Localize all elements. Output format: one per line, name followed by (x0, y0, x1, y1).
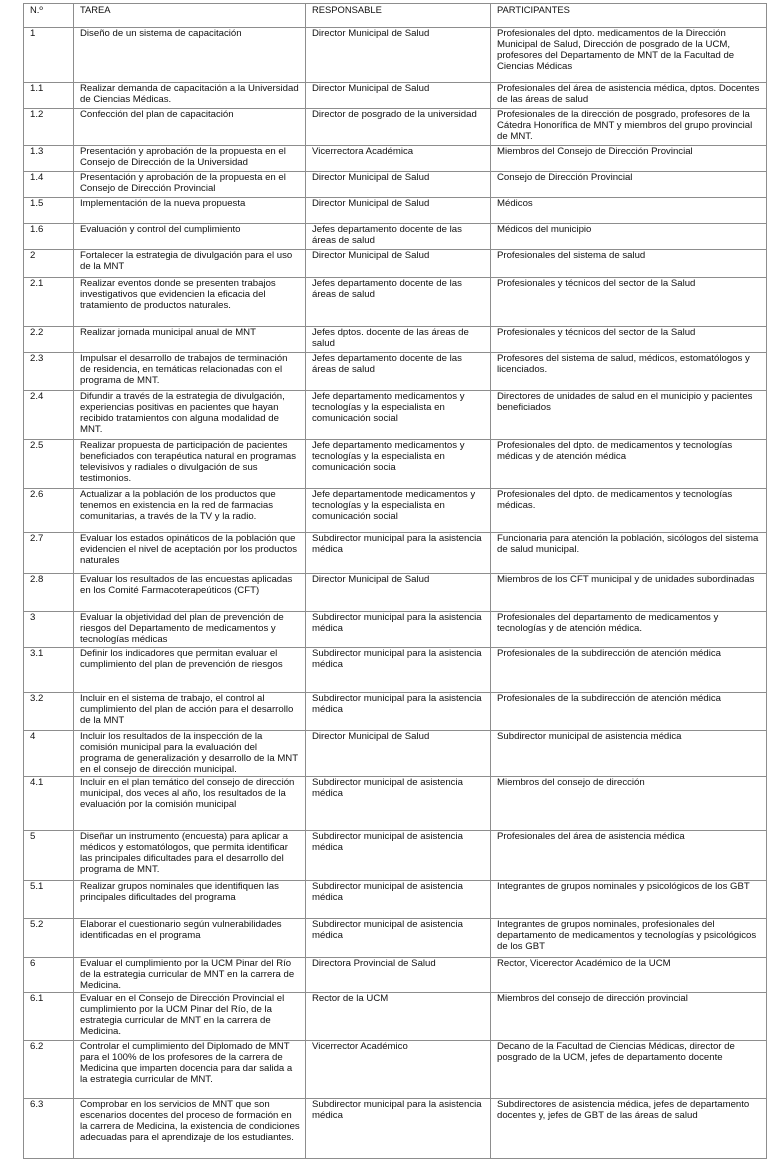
cell-participants: Profesionales del sistema de salud (491, 250, 767, 278)
cell-task: Presentación y aprobación de la propuesta en el Consejo de Dirección Provincial (74, 172, 306, 198)
cell-number: 2.7 (24, 533, 74, 574)
table-row (24, 224, 767, 250)
cell-participants: Profesionales del área de asistencia médica, dptos. Docentes de las áreas de salud (491, 83, 767, 109)
cell-responsible: Director Municipal de Salud (306, 28, 491, 83)
table-row (24, 146, 767, 172)
cell-number: 3 (24, 612, 74, 648)
cell-responsible: Vicerrectora Académica (306, 146, 491, 172)
cell-responsible: Jefes departamento docente de las áreas de salud (306, 224, 491, 250)
cell-participants: Miembros del consejo de dirección (491, 777, 767, 831)
cell-number: 5.2 (24, 919, 74, 958)
header-task: TAREA (74, 4, 306, 28)
cell-task: Actualizar a la población de los productos que tenemos en existencia en la red de farmacias comunitarias, a través de la TV y la radio. (74, 489, 306, 533)
cell-task: Incluir en el plan temático del consejo de dirección municipal, dos veces al año, los resultados de la evaluación por la comisión municipal (74, 777, 306, 831)
table-row (24, 83, 767, 109)
cell-responsible: Director Municipal de Salud (306, 731, 491, 777)
cell-task: Realizar grupos nominales que identifiquen las principales dificultades del programa (74, 881, 306, 919)
cell-responsible: Jefe departamentode medicamentos y tecnologías y la especialista en comunicación social (306, 489, 491, 533)
table-row (24, 777, 767, 831)
cell-number: 1.2 (24, 109, 74, 146)
cell-responsible: Subdirector municipal de asistencia médica (306, 881, 491, 919)
cell-participants: Consejo de Dirección Provincial (491, 172, 767, 198)
cell-number: 1.6 (24, 224, 74, 250)
cell-responsible: Director Municipal de Salud (306, 83, 491, 109)
table-row (24, 353, 767, 391)
table-header-row (24, 4, 767, 28)
table-row (24, 1099, 767, 1159)
table-row (24, 831, 767, 881)
cell-participants: Profesionales de la subdirección de atención médica (491, 648, 767, 693)
cell-participants: Profesionales y técnicos del sector de la Salud (491, 278, 767, 327)
cell-responsible: Subdirector municipal de asistencia médica (306, 919, 491, 958)
cell-participants: Profesionales del dpto. de medicamentos y tecnologías médicas. (491, 489, 767, 533)
cell-task: Realizar eventos donde se presenten trabajos investigativos que evidencien la eficacia del tratamiento de productos naturales. (74, 278, 306, 327)
cell-responsible: Subdirector municipal para la asistencia médica (306, 612, 491, 648)
cell-task: Implementación de la nueva propuesta (74, 198, 306, 224)
cell-responsible: Director de posgrado de la universidad (306, 109, 491, 146)
table-row (24, 172, 767, 198)
cell-participants: Médicos (491, 198, 767, 224)
cell-number: 4 (24, 731, 74, 777)
cell-responsible: Directora Provincial de Salud (306, 958, 491, 993)
cell-responsible: Jefes departamento docente de las áreas de salud (306, 353, 491, 391)
cell-participants: Profesionales del dpto. de medicamentos y tecnologías médicas y de atención médica (491, 440, 767, 489)
cell-task: Evaluar la objetividad del plan de prevención de riesgos del Departamento de medicamentos y tecnologías médicas (74, 612, 306, 648)
table-row (24, 533, 767, 574)
cell-number: 2.2 (24, 327, 74, 353)
cell-participants: Miembros del Consejo de Dirección Provincial (491, 146, 767, 172)
cell-responsible: Director Municipal de Salud (306, 574, 491, 612)
table-row (24, 574, 767, 612)
cell-task: Realizar propuesta de participación de pacientes beneficiados con terapéutica natural en programas televisivos y radiales o divulgación de sus testimonios. (74, 440, 306, 489)
cell-task: Definir los indicadores que permitan evaluar el cumplimiento del plan de prevención de riesgos (74, 648, 306, 693)
cell-task: Diseño de un sistema de capacitación (74, 28, 306, 83)
cell-participants: Profesionales del departamento de medicamentos y tecnologías y de atención médica. (491, 612, 767, 648)
cell-number: 2.5 (24, 440, 74, 489)
table-row (24, 612, 767, 648)
cell-task: Evaluar los resultados de las encuestas aplicadas en los Comité Farmacoterapeúticos (CFT) (74, 574, 306, 612)
cell-responsible: Jefes dptos. docente de las áreas de salud (306, 327, 491, 353)
cell-task: Evaluar el cumplimiento por la UCM Pinar del Río de la estrategia curricular de MNT en la carrera de Medicina. (74, 958, 306, 993)
cell-responsible: Director Municipal de Salud (306, 198, 491, 224)
cell-participants: Profesores del sistema de salud, médicos, estomatólogos y licenciados. (491, 353, 767, 391)
cell-number: 1.5 (24, 198, 74, 224)
cell-responsible: Jefe departamento medicamentos y tecnologías y la especialista en comunicación socia (306, 440, 491, 489)
cell-task: Realizar jornada municipal anual de MNT (74, 327, 306, 353)
cell-number: 2 (24, 250, 74, 278)
cell-task: Incluir en el sistema de trabajo, el control al cumplimiento del plan de acción para el desarrollo de la MNT (74, 693, 306, 731)
document-page (23, 3, 766, 1159)
cell-number: 1.1 (24, 83, 74, 109)
cell-responsible: Subdirector municipal para la asistencia médica (306, 533, 491, 574)
cell-number: 2.4 (24, 391, 74, 440)
table-row (24, 327, 767, 353)
cell-number: 5 (24, 831, 74, 881)
table-row (24, 28, 767, 83)
cell-participants: Profesionales de la dirección de posgrado, profesores de la Cátedra Honorífica de MNT y miembros del grupo provincial de MNT. (491, 109, 767, 146)
table-row (24, 919, 767, 958)
cell-task: Elaborar el cuestionario según vulnerabilidades identificadas en el programa (74, 919, 306, 958)
cell-participants: Rector, Vicerector Académico de la UCM (491, 958, 767, 993)
table-row (24, 958, 767, 993)
table-row (24, 109, 767, 146)
cell-number: 5.1 (24, 881, 74, 919)
cell-participants: Miembros de los CFT municipal y de unidades subordinadas (491, 574, 767, 612)
cell-participants: Subdirector municipal de asistencia médica (491, 731, 767, 777)
cell-task: Fortalecer la estrategia de divulgación para el uso de la MNT (74, 250, 306, 278)
cell-number: 1 (24, 28, 74, 83)
cell-responsible: Subdirector municipal para la asistencia médica (306, 693, 491, 731)
cell-responsible: Subdirector municipal para la asistencia médica (306, 648, 491, 693)
cell-participants: Médicos del municipio (491, 224, 767, 250)
cell-task: Realizar demanda de capacitación a la Universidad de Ciencias Médicas. (74, 83, 306, 109)
cell-number: 6.2 (24, 1041, 74, 1099)
cell-responsible: Director Municipal de Salud (306, 250, 491, 278)
cell-responsible: Subdirector municipal de asistencia médica (306, 777, 491, 831)
table-row (24, 198, 767, 224)
cell-task: Comprobar en los servicios de MNT que son escenarios docentes del proceso de formación en la carrera de Medicina, la existencia de condiciones adecuadas para el aprendizaje de los estudiantes. (74, 1099, 306, 1159)
cell-task: Evaluar en el Consejo de Dirección Provincial el cumplimiento por la UCM Pinar del Río, de la estrategia curricular de MNT en la carrera de Medicina. (74, 993, 306, 1041)
table-row (24, 440, 767, 489)
cell-number: 1.4 (24, 172, 74, 198)
cell-responsible: Rector de la UCM (306, 993, 491, 1041)
table-row (24, 1041, 767, 1099)
table-row (24, 693, 767, 731)
header-responsible: RESPONSABLE (306, 4, 491, 28)
cell-task: Confección del plan de capacitación (74, 109, 306, 146)
cell-participants: Miembros del consejo de dirección provincial (491, 993, 767, 1041)
cell-participants: Integrantes de grupos nominales, profesionales del departamento de medicamentos y tecnologías y psicológicos de los GBT (491, 919, 767, 958)
cell-task: Presentación y aprobación de la propuesta en el Consejo de Dirección de la Universidad (74, 146, 306, 172)
cell-task: Difundir a través de la estrategia de divulgación, experiencias positivas en pacientes que hayan recibido tratamientos con alguna modalidad de MNT. (74, 391, 306, 440)
cell-number: 6 (24, 958, 74, 993)
cell-responsible: Vicerrector Académico (306, 1041, 491, 1099)
table-row (24, 278, 767, 327)
cell-responsible: Subdirector municipal para la asistencia médica (306, 1099, 491, 1159)
cell-participants: Profesionales del área de asistencia médica (491, 831, 767, 881)
cell-participants: Decano de la Facultad de Ciencias Médicas, director de posgrado de la UCM, jefes de departamento docente (491, 1041, 767, 1099)
cell-participants: Profesionales del dpto. medicamentos de la Dirección Municipal de Salud, Dirección de posgrado de la UCM, profesores del Departamento de MNT de la Facultad de Ciencias Médicas (491, 28, 767, 83)
header-participants: PARTICIPANTES (491, 4, 767, 28)
cell-responsible: Jefes departamento docente de las áreas de salud (306, 278, 491, 327)
table-row (24, 489, 767, 533)
cell-task: Incluir los resultados de la inspección de la comisión municipal para la evaluación del programa de generalización y desarrollo de la MNT en el consejo de dirección municipal. (74, 731, 306, 777)
table-row (24, 648, 767, 693)
cell-participants: Funcionaria para atención la población, sicólogos del sistema de salud municipal. (491, 533, 767, 574)
cell-number: 3.2 (24, 693, 74, 731)
cell-number: 2.8 (24, 574, 74, 612)
cell-task: Diseñar un instrumento (encuesta) para aplicar a médicos y estomatólogos, que permita identificar las principales dificultades para el desarrollo del programa de MNT. (74, 831, 306, 881)
cell-number: 2.3 (24, 353, 74, 391)
cell-responsible: Subdirector municipal de asistencia médica (306, 831, 491, 881)
cell-number: 2.1 (24, 278, 74, 327)
cell-task: Impulsar el desarrollo de trabajos de terminación de residencia, en temáticas relacionadas con el programa de MNT. (74, 353, 306, 391)
cell-responsible: Jefe departamento medicamentos y tecnologías y la especialista en comunicación social (306, 391, 491, 440)
table-row (24, 250, 767, 278)
cell-number: 4.1 (24, 777, 74, 831)
cell-participants: Profesionales y técnicos del sector de la Salud (491, 327, 767, 353)
header-number: N.º (24, 4, 74, 28)
table-row (24, 993, 767, 1041)
cell-number: 1.3 (24, 146, 74, 172)
cell-participants: Integrantes de grupos nominales y psicológicos de los GBT (491, 881, 767, 919)
task-table (23, 3, 767, 1159)
cell-task: Evaluar los estados opináticos de la población que evidencien el nivel de aceptación por los productos naturales (74, 533, 306, 574)
cell-participants: Directores de unidades de salud en el municipio y pacientes beneficiados (491, 391, 767, 440)
cell-number: 3.1 (24, 648, 74, 693)
cell-number: 2.6 (24, 489, 74, 533)
cell-number: 6.3 (24, 1099, 74, 1159)
cell-number: 6.1 (24, 993, 74, 1041)
table-row (24, 881, 767, 919)
table-row (24, 391, 767, 440)
cell-participants: Profesionales de la subdirección de atención médica (491, 693, 767, 731)
cell-participants: Subdirectores de asistencia médica, jefes de departamento docentes y, jefes de GBT de las áreas de salud (491, 1099, 767, 1159)
cell-task: Controlar el cumplimiento del Diplomado de MNT para el 100% de los profesores de la carrera de Medicina que imparten docencia para dar salida a la estrategia curricular de MNT. (74, 1041, 306, 1099)
cell-task: Evaluación y control del cumplimiento (74, 224, 306, 250)
table-row (24, 731, 767, 777)
cell-responsible: Director Municipal de Salud (306, 172, 491, 198)
